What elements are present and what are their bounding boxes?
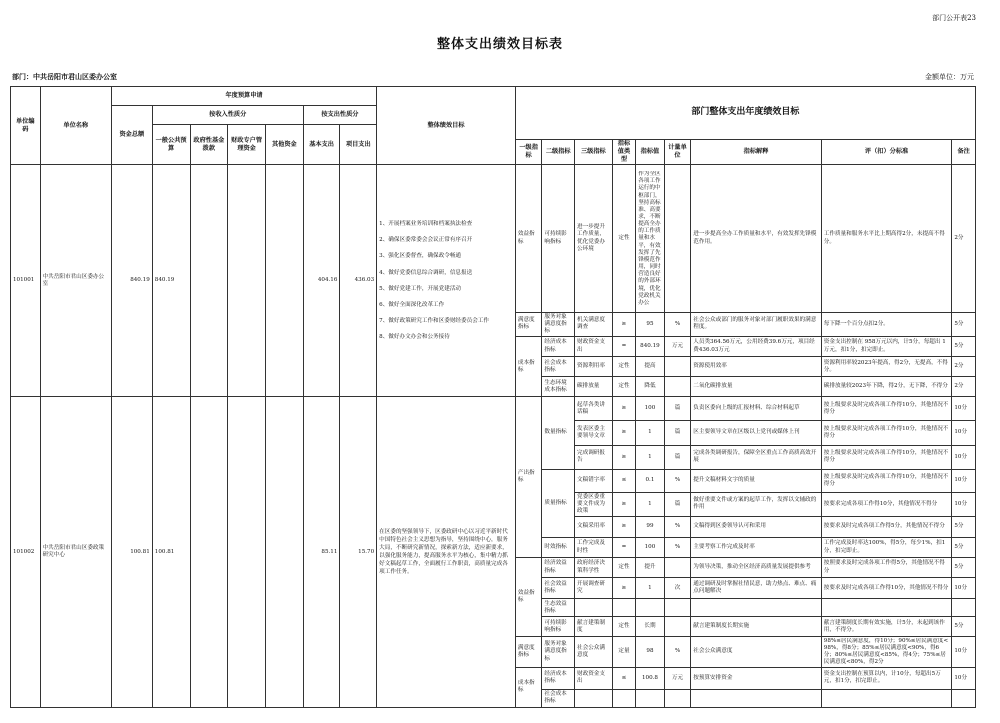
header-special-fund: 财政专户管理资金 xyxy=(228,125,266,165)
lvl3-cell: 完成调研报告 xyxy=(575,445,613,469)
unit-cell: 篇 xyxy=(664,397,691,421)
header-val: 指标值 xyxy=(636,140,665,165)
lvl3-cell: 开展调查研究 xyxy=(575,578,613,599)
remark-cell: 5分 xyxy=(952,537,976,557)
unit-cell xyxy=(664,377,691,397)
lvl1-cell: 效益指标 xyxy=(515,165,542,313)
header-unit-code: 单位编码 xyxy=(11,87,41,165)
remark-cell: 5分 xyxy=(952,312,976,336)
val-type-cell: 定量 xyxy=(612,637,635,667)
score-cell: 资源利用率较2023年提高，得2分，无提高，不得分。 xyxy=(821,357,952,377)
overall-goal-text: 在区委的坚强领导下，区委政研中心以习近平新时代中国特色社会主义思想为指导，坚持围绕中心，服务大局，不断研究新情况，探索新方法，适应新要求，以强化服务能力，提高服务水平为核心，集中精力抓好文稿起草工作，全面履行工作职责，高质量完成各项工作任务。 xyxy=(377,397,516,708)
lvl1-cell: 成本指标 xyxy=(515,337,542,397)
score-cell: 工作质量和服务水平比上期高得2分，未提高不得分。 xyxy=(821,165,952,313)
remark-cell: 2分 xyxy=(952,357,976,377)
score-cell: 献言建策制度长期有效实施，计5分，未起到该作用，不得分。 xyxy=(821,617,952,637)
lvl2-cell: 生态效益指标 xyxy=(542,599,575,617)
header-total-funds: 资金总额 xyxy=(111,106,152,165)
remark-cell: 5分 xyxy=(952,516,976,537)
header-by-expense: 按支出性质分 xyxy=(303,106,376,125)
explain-cell: 社会公众满意度 xyxy=(691,637,822,667)
remark-cell: 10分 xyxy=(952,637,976,667)
unit-cell xyxy=(664,357,691,377)
lvl2-cell: 可持续影响指标 xyxy=(542,165,575,313)
val-cell: 0.1 xyxy=(636,469,665,492)
val-cell: 1 xyxy=(636,578,665,599)
lvl2-cell: 质量指标 xyxy=(542,469,575,537)
score-cell: 按要求及时完成各项工作得10分，其他情况不得分 xyxy=(821,578,952,599)
val-cell: 100 xyxy=(636,397,665,421)
header-lvl2: 二级指标 xyxy=(542,140,575,165)
score-cell: 按上级要求及时完成各项工作得10分，其他情况不得分 xyxy=(821,421,952,445)
val-type-cell: 定性 xyxy=(612,558,635,578)
score-cell: 资金支出控制在 958万元以内，计5分，每超出 1万元，扣1分，扣完即止。 xyxy=(821,337,952,357)
lvl1-cell: 产出指标 xyxy=(515,397,542,558)
table-row xyxy=(11,397,976,421)
amount-unit-label: 金额单位：万元 xyxy=(925,73,974,81)
remark-cell: 2分 xyxy=(952,377,976,397)
explain-cell: 进一步提高全办工作质量和水平，有效发挥先锋模范作用。 xyxy=(691,165,822,313)
explain-cell: 二氧化碳排放量 xyxy=(691,377,822,397)
remark-cell: 10分 xyxy=(952,492,976,516)
val-type-cell: = xyxy=(612,537,635,557)
unit-cell: 次 xyxy=(664,578,691,599)
remark-cell: 10分 xyxy=(952,667,976,689)
lvl3-cell: 工作完成及时性 xyxy=(575,537,613,557)
explain-cell: 负责区委向上级的汇报材料、综合材料起草 xyxy=(691,397,822,421)
lvl2-cell: 经济成本指标 xyxy=(542,667,575,689)
header-unit: 计量单位 xyxy=(664,140,691,165)
explain-cell: 区主要领导文章在区级以上党刊或媒体上刊 xyxy=(691,421,822,445)
score-cell: 按上级要求及时完成各项工作得10分，其他情况不得分 xyxy=(821,397,952,421)
unit-code: 101002 xyxy=(11,397,41,708)
val-cell: 提升 xyxy=(636,558,665,578)
header-lvl1: 一级指标 xyxy=(515,140,542,165)
lvl3-cell: 起草各类讲话稿 xyxy=(575,397,613,421)
unit-code: 101001 xyxy=(11,165,41,397)
remark-cell: 10分 xyxy=(952,421,976,445)
department-label: 部门：中共岳阳市君山区委办公室 xyxy=(12,72,117,81)
lvl3-cell: 政府经济决策科学性 xyxy=(575,558,613,578)
score-cell xyxy=(821,637,952,667)
page-number: 部门公开表23 xyxy=(932,14,976,22)
val-cell: 提高 xyxy=(636,357,665,377)
lvl2-cell: 时效指标 xyxy=(542,537,575,557)
remark-cell: 5分 xyxy=(952,617,976,637)
overall-goal-list xyxy=(377,165,516,397)
goal-item: 1、开展档案业务培训和档案执法检查 xyxy=(379,220,473,227)
header-val-type: 指标值类型 xyxy=(612,140,635,165)
explain-cell: 提升文稿材料文字的质量 xyxy=(691,469,822,492)
unit-cell xyxy=(664,617,691,637)
header-overall-goal: 整体绩效目标 xyxy=(377,87,516,165)
explain-cell: 资源使用效率 xyxy=(691,357,822,377)
total-funds: 100.81 xyxy=(111,397,152,708)
project-exp: 436.03 xyxy=(340,165,377,397)
explain-cell: 做好重要文件或方案的起草工作，发挥以文辅政的作用 xyxy=(691,492,822,516)
val-type-cell: 定性 xyxy=(612,165,635,313)
val-cell: 100 xyxy=(636,537,665,557)
goal-item: 8、做好办文办会和公务接待 xyxy=(379,334,450,341)
header-dept-goal: 部门整体支出年度绩效目标 xyxy=(515,87,975,140)
unit-cell: 万元 xyxy=(664,667,691,689)
lvl1-cell: 满意度指标 xyxy=(515,637,542,667)
val-type-cell: ≥ xyxy=(612,516,635,537)
val-type-cell: 定性 xyxy=(612,357,635,377)
val-cell: 99 xyxy=(636,516,665,537)
lvl3-cell: 财政资金支出 xyxy=(575,337,613,357)
lvl2-cell: 社会效益指标 xyxy=(542,578,575,599)
lvl3-cell: 资源利用率 xyxy=(575,357,613,377)
unit-cell: % xyxy=(664,516,691,537)
val-cell: 1 xyxy=(636,421,665,445)
header-gov-fund: 政府性基金拨款 xyxy=(190,125,228,165)
val-type-cell: ≥ xyxy=(612,445,635,469)
goal-item: 3、强化区委督查，确保政令畅通 xyxy=(379,253,462,260)
explain-cell: 通过调研及时掌握社情民意，助力热点、难点、痛点问题解决 xyxy=(691,578,822,599)
explain-cell: 为领导决策，推动全区经济高质量发展提供参考 xyxy=(691,558,822,578)
lvl2-cell: 社会成本指标 xyxy=(542,357,575,377)
val-type-cell: 定性 xyxy=(612,617,635,637)
lvl2-cell: 经济成本指标 xyxy=(542,337,575,357)
lvl2-cell: 服务对象满意度指标 xyxy=(542,637,575,667)
goal-item: 2、确保区委常委会会议正常有序召开 xyxy=(379,237,473,244)
score-cell: 按要求完成各项工作得10分，其他情况不得分 xyxy=(821,492,952,516)
val-cell: 98 xyxy=(636,637,665,667)
lvl3-cell: 发表区委主要领导文章 xyxy=(575,421,613,445)
remark-cell: 10分 xyxy=(952,445,976,469)
goal-item: 7、做好政策研究工作和区委财经委员会工作 xyxy=(379,318,489,325)
header-explain: 指标解释 xyxy=(691,140,822,165)
val-type-cell: ≤ xyxy=(612,667,635,689)
lvl3-cell: 碳排放量 xyxy=(575,377,613,397)
val-type-cell: ≤ xyxy=(612,469,635,492)
lvl3-cell: 社会公众满意度 xyxy=(575,637,613,667)
header-by-income: 按收入性质分 xyxy=(152,106,303,125)
score-cell: 资金支出控制在预算以内，计10分，每超出5万元，扣1分，扣完即止。 xyxy=(821,667,952,689)
unit-name: 中共岳阳市君山区委办公室 xyxy=(40,165,111,397)
lvl2-cell: 数量指标 xyxy=(542,397,575,469)
goal-item: 4、做好党委信息综合调研，信息报送 xyxy=(379,269,473,276)
unit-cell: 篇 xyxy=(664,492,691,516)
lvl3-cell: 党委区委重要文件成为政策 xyxy=(575,492,613,516)
goal-item: 5、做好党建工作，开展党建活动 xyxy=(379,285,462,292)
val-cell: 95 xyxy=(636,312,665,336)
explain-cell: 社会公众或部门的服务对象对部门履职效果的满意程度。 xyxy=(691,312,822,336)
unit-cell: 万元 xyxy=(664,337,691,357)
val-type-cell: ≥ xyxy=(612,421,635,445)
val-type-cell: 定性 xyxy=(612,377,635,397)
lvl3-cell: 财政资金支出 xyxy=(575,667,613,689)
remark-cell: 5分 xyxy=(952,337,976,357)
lvl2-cell: 可持续影响指标 xyxy=(542,617,575,637)
unit-cell: 篇 xyxy=(664,421,691,445)
score-cell: 按要求及时完成各项工作得5分，其他情况不得分 xyxy=(821,516,952,537)
unit-cell: % xyxy=(664,637,691,667)
remark-cell: 10分 xyxy=(952,578,976,599)
score-cell: 每下降一个百分点扣2分。 xyxy=(821,312,952,336)
val-cell: 1 xyxy=(636,492,665,516)
lvl2-cell: 社会成本指标 xyxy=(542,689,575,707)
explain-cell: 按预算安排资金 xyxy=(691,667,822,689)
score-cell: 按上级要求及时完成各项工作得10分，其他情况不得分 xyxy=(821,445,952,469)
val-cell xyxy=(636,165,665,313)
lvl2-cell: 服务对象满意度指标 xyxy=(542,312,575,336)
performance-goal-table xyxy=(10,86,976,708)
remark-cell: 10分 xyxy=(952,397,976,421)
unit-cell: % xyxy=(664,312,691,336)
val-cell: 840.19 xyxy=(636,337,665,357)
val-cell: 长期 xyxy=(636,617,665,637)
general-budget: 100.81 xyxy=(152,397,190,708)
explain-cell: 文稿得到区委领导认可和采用 xyxy=(691,516,822,537)
val-type-cell: ≥ xyxy=(612,492,635,516)
val-cell: 降低 xyxy=(636,377,665,397)
explain-cell: 人员类364.56万元，公用经费39.6万元，项目经费436.03万元 xyxy=(691,337,822,357)
unit-cell: 篇 xyxy=(664,445,691,469)
header-scoring: 评（扣）分标准 xyxy=(821,140,952,165)
table-row xyxy=(11,165,976,313)
header-lvl3: 三级指标 xyxy=(575,140,613,165)
header-project-exp: 项目支出 xyxy=(340,125,377,165)
basic-exp: 85.11 xyxy=(303,397,340,708)
basic-exp: 404.16 xyxy=(303,165,340,397)
lvl1-cell: 成本指标 xyxy=(515,667,542,707)
score-text: 98%≤居民满意度，得10分；90%≤居民满意度<98%，得8分；85%≤居民满意度<90%，得6分；80%≤居民满意度<85%，得4分；75%≤居民满意度<80%，得2分 xyxy=(823,637,949,666)
remark-cell: 5分 xyxy=(952,558,976,578)
explain-cell: 完成各类调研报告，保障全区重点工作高质高效开展 xyxy=(691,445,822,469)
page-title: 整体支出绩效目标表 xyxy=(436,37,563,52)
total-funds: 840.19 xyxy=(111,165,152,397)
lvl1-cell: 效益指标 xyxy=(515,558,542,637)
remark-cell: 10分 xyxy=(952,469,976,492)
lvl3-cell: 机关满意度调查 xyxy=(575,312,613,336)
lvl2-cell: 生态环境成本指标 xyxy=(542,377,575,397)
unit-cell: % xyxy=(664,469,691,492)
header-general-budget: 一般公共预算 xyxy=(152,125,190,165)
unit-name: 中共岳阳市君山区委政策研究中心 xyxy=(40,397,111,708)
lvl3-cell: 文稿错字率 xyxy=(575,469,613,492)
unit-cell xyxy=(664,165,691,313)
lvl1-cell: 满意度指标 xyxy=(515,312,542,336)
project-exp: 15.70 xyxy=(340,397,377,708)
explain-cell: 献言建策制度长期实施 xyxy=(691,617,822,637)
val-text: 作为全区各项工作运行的中枢部门，坚持高标准、高要求，不断提高全办的工作质量和水平，有效发挥了先锋模范作用，同时营造良好的外部环境，优化党政机关办公 xyxy=(638,171,661,306)
lvl3-cell: 献言建策制度 xyxy=(575,617,613,637)
val-type-cell: ≥ xyxy=(612,397,635,421)
header-unit-name: 单位名称 xyxy=(40,87,111,165)
val-type-cell: ≥ xyxy=(612,578,635,599)
unit-cell: % xyxy=(664,537,691,557)
lvl2-cell: 经济效益指标 xyxy=(542,558,575,578)
score-cell: 按照要求及时完成各项工作得5分，其他情况不得分 xyxy=(821,558,952,578)
header-remark: 备注 xyxy=(952,140,976,165)
explain-cell: 主要考察工作完成及时率 xyxy=(691,537,822,557)
val-type-cell: = xyxy=(612,337,635,357)
score-cell: 按上级要求及时完成各项工作得10分，其他情况不得分 xyxy=(821,469,952,492)
remark-cell: 2分 xyxy=(952,165,976,313)
unit-cell xyxy=(664,558,691,578)
val-cell: 100.8 xyxy=(636,667,665,689)
header-other-fund: 其他资金 xyxy=(265,125,303,165)
lvl3-cell: 进一步提升工作质量，优化党委办公环境 xyxy=(575,165,613,313)
goal-item: 6、做好全面深化改革工作 xyxy=(379,301,445,308)
score-cell: 工作完成及时率达100%，得5分，每少1%，扣1分，扣完即止。 xyxy=(821,537,952,557)
header-basic-exp: 基本支出 xyxy=(303,125,340,165)
lvl3-cell: 文稿采用率 xyxy=(575,516,613,537)
val-cell: 1 xyxy=(636,445,665,469)
general-budget: 840.19 xyxy=(152,165,190,397)
header-annual-budget: 年度预算申请 xyxy=(111,87,376,106)
score-cell: 碳排放量较2023年下降，得2分，无下降，不得分 xyxy=(821,377,952,397)
val-type-cell: ≥ xyxy=(612,312,635,336)
